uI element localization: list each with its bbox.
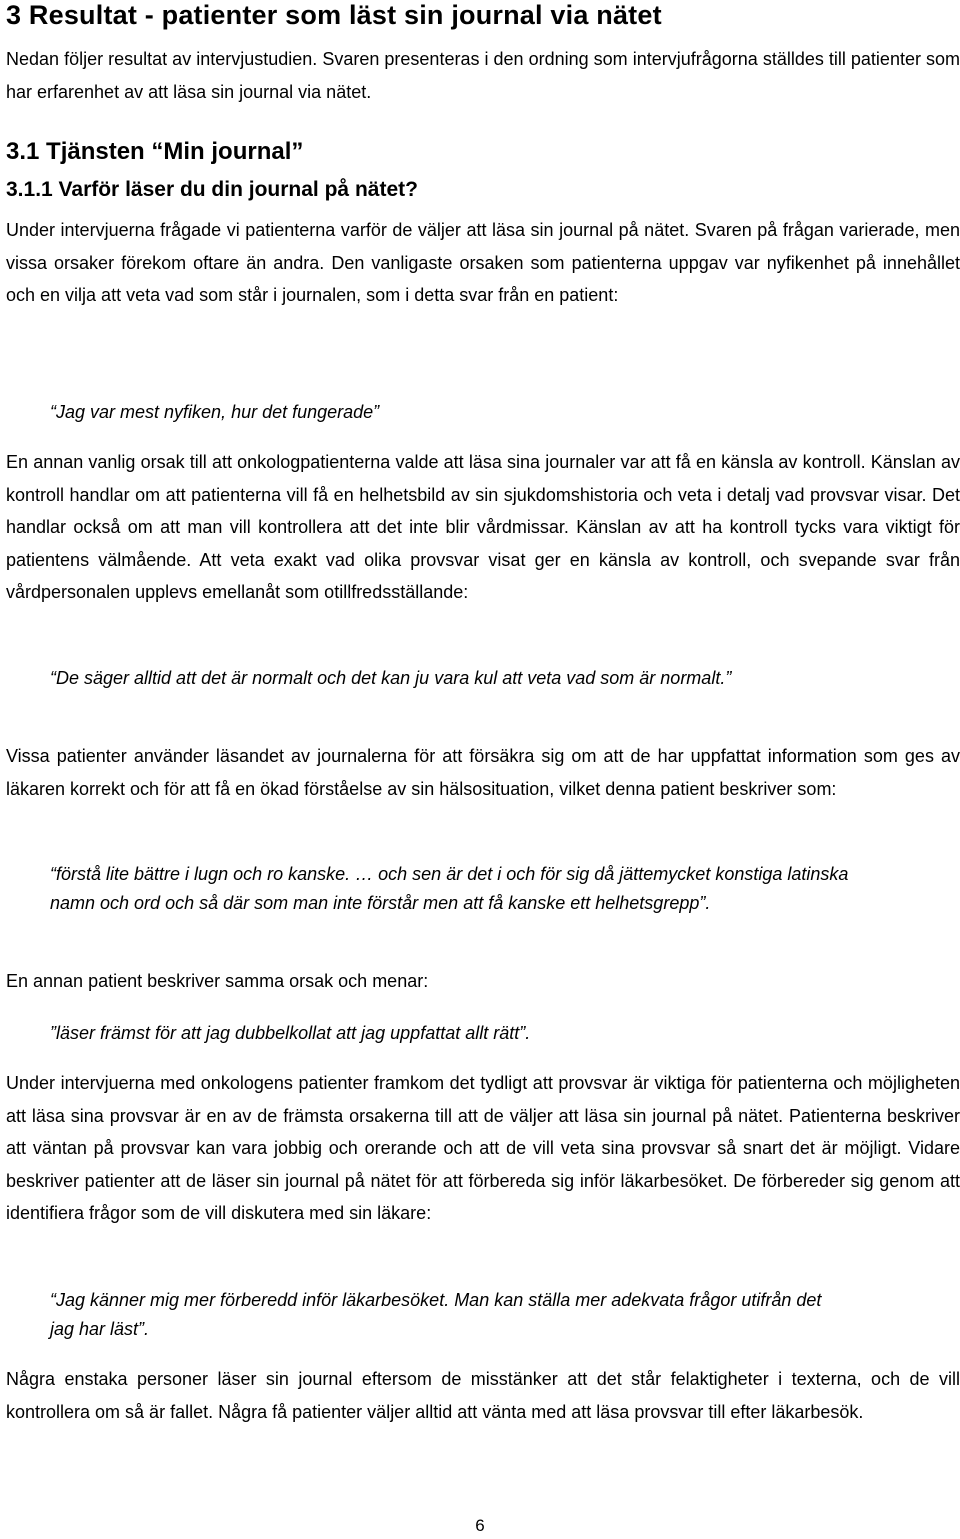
quote-4: ”läser främst för att jag dubbelkollat att jag uppfattat allt rätt”. (50, 1023, 531, 1043)
paragraph-4: En annan patient beskriver samma orsak och menar: (6, 971, 429, 991)
intro-paragraph: Nedan följer resultat av intervjustudien. Svaren presenteras i den ordning som intervjufrågorna ställdes till patienter som har erfarenhet av att läsa sin journal via nätet. (6, 49, 960, 102)
section-heading: 3.1 Tjänsten “Min journal” (6, 138, 304, 165)
quote-1: “Jag var mest nyfiken, hur det fungerade” (50, 402, 380, 422)
paragraph-3: Vissa patienter använder läsandet av journalerna för att försäkra sig om att de har uppfattat information som ges av läkaren korrekt och för att få en ökad förståelse av sin hälsosituation, vilket denna patient beskriver som: (6, 746, 960, 799)
quote-2: “De säger alltid att det är normalt och det kan ju vara kul att veta vad som är normalt.” (50, 668, 732, 688)
subsection-heading: 3.1.1 Varför läser du din journal på nätet? (6, 178, 418, 201)
paragraph-2: En annan vanlig orsak till att onkologpatienterna valde att läsa sina journaler var att få en känsla av kontroll. Känslan av kontroll handlar om att patienterna vill få en helhetsbild av sin sjukdomshistoria och veta i detalj vad provsvar visar. Det handlar också om att man vill kontrollera att det inte blir vårdmissar. Känslan av att ha kontroll tycks vara viktigt för patientens välmående. Att veta exakt vad olika provsvar visat ger en känsla av kontroll, och svepande svar från vårdpersonalen upplevs emellanåt som otillfredsställande: (6, 452, 960, 603)
chapter-heading: 3 Resultat - patienter som läst sin journal via nätet (6, 0, 662, 30)
paragraph-5: Under intervjuerna med onkologens patienter framkom det tydligt att provsvar är viktiga för patienterna och möjligheten att läsa sina provsvar är en av de främsta orsakerna till att de väljer att läsa sin journal på nätet. Patienterna beskriver att väntan på provsvar kan vara jobbig och orerande och att de vill veta sina provsvar så snart det är möjligt. Vidare beskriver patienter att de läser sin journal på nätet för att förbereda sig inför läkarbesöket. De förbereder sig genom att identifiera frågor som de vill diskutera med sin läkare: (6, 1073, 960, 1224)
quote-3: “förstå lite bättre i lugn och ro kanske. … och sen är det i och för sig då jättemycket konstiga latinska namn och ord och så där som man inte förstår men att få kanske ett helhetsgrepp”. (50, 864, 849, 913)
paragraph-1: Under intervjuerna frågade vi patienterna varför de väljer att läsa sin journal på nätet. Svaren på frågan varierade, men vissa orsaker förekom oftare än andra. Den vanligaste orsaken som patienterna uppgav var nyfikenhet på innehållet och en vilja att veta vad som står i journalen, som i detta svar från en patient: (6, 220, 960, 306)
paragraph-6: Några enstaka personer läser sin journal eftersom de misstänker att det står felaktigheter i texterna, och de vill kontrollera om så är fallet. Några få patienter väljer alltid att vänta med att läsa provsvar till efter läkarbesök. (6, 1369, 960, 1422)
page-number: 6 (475, 1516, 485, 1535)
quote-5: “Jag känner mig mer förberedd inför läkarbesöket. Man kan ställa mer adekvata frågor utifrån det jag har läst”. (50, 1290, 822, 1339)
